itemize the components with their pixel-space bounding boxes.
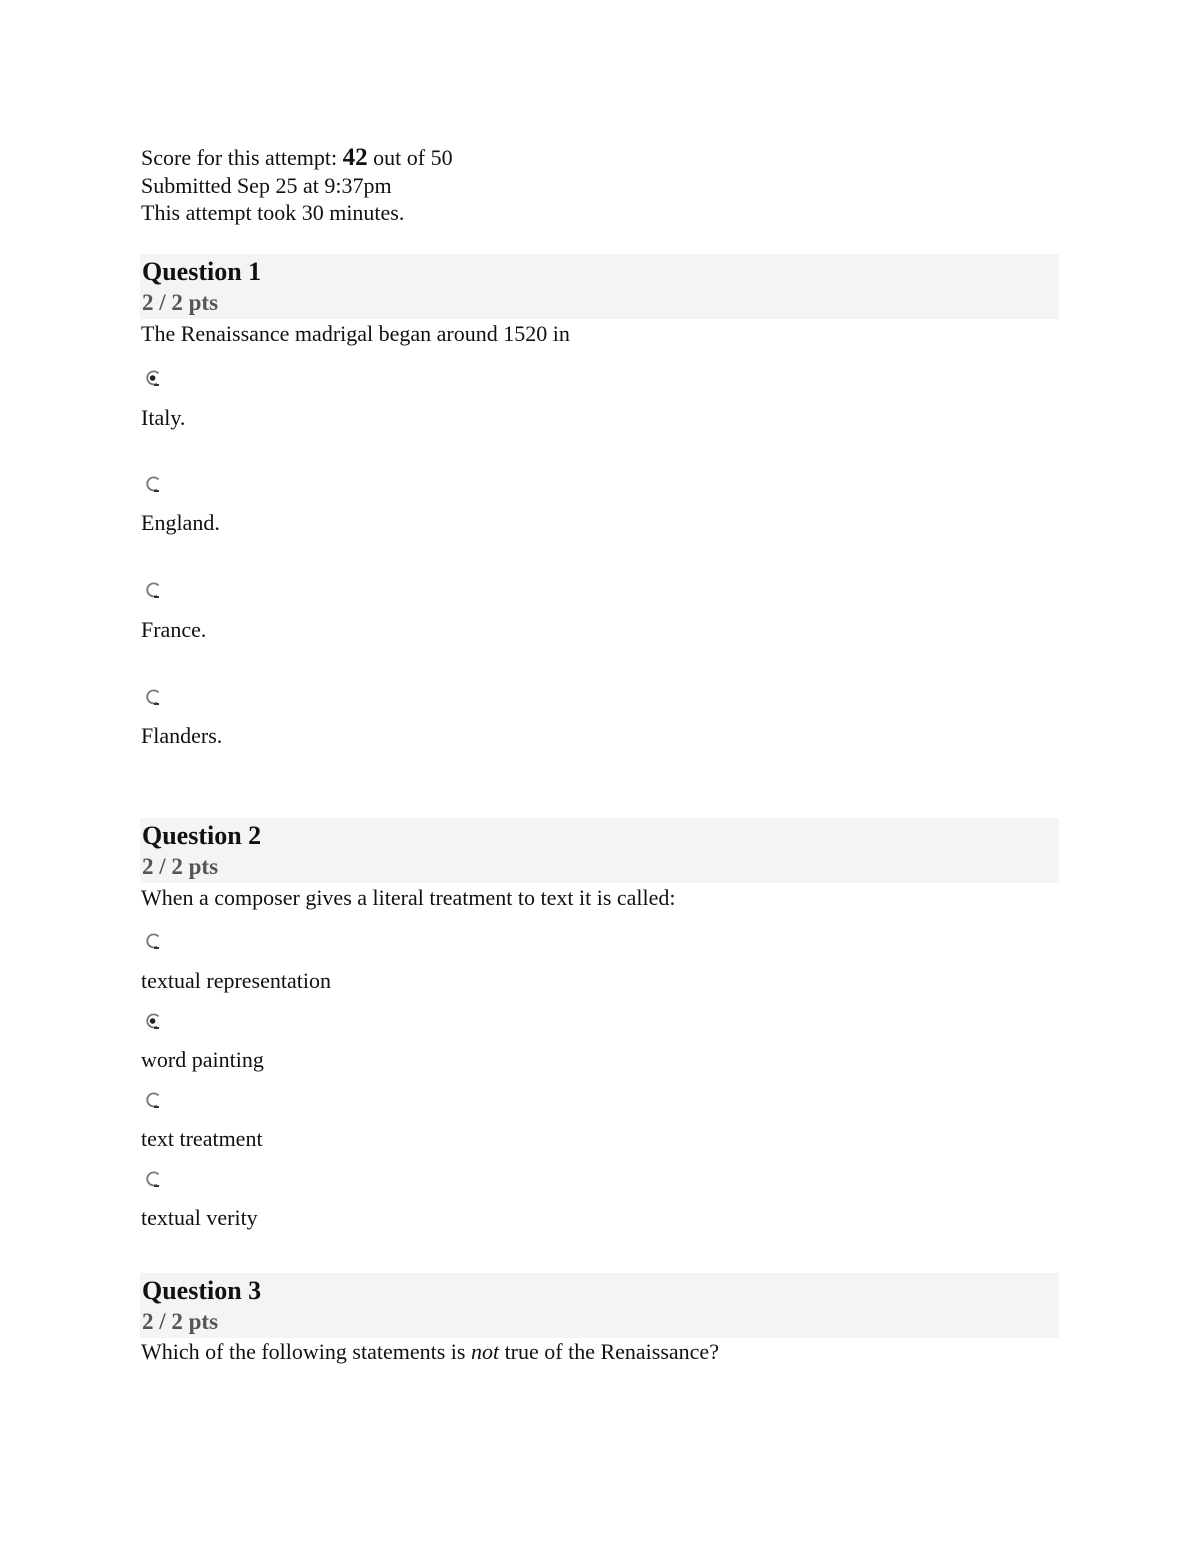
question-3-text: [141, 1339, 719, 1365]
question-1-title: Question 1: [142, 257, 262, 286]
question-1-text: The Renaissance madrigal began around 1520 in: [141, 321, 570, 346]
answer-option[interactable]: textual verity: [141, 1205, 258, 1230]
question-3-header: [140, 1273, 1059, 1338]
radio-selected-icon[interactable]: [144, 1012, 162, 1030]
question-2-points: 2 / 2 pts: [142, 854, 219, 879]
question-3-text-before: Which of the following statements is: [141, 1339, 466, 1364]
radio-unselected-icon[interactable]: [144, 1091, 162, 1109]
score-prefix: Score for this attempt:: [141, 145, 338, 170]
answer-option[interactable]: word painting: [141, 1047, 264, 1072]
answer-option[interactable]: Flanders.: [141, 723, 223, 748]
answer-option[interactable]: France.: [141, 617, 207, 642]
question-2-text: When a composer gives a literal treatment to text it is called:: [141, 885, 676, 910]
radio-unselected-icon[interactable]: [144, 475, 162, 493]
answer-option[interactable]: textual representation: [141, 968, 331, 993]
score-suffix: out of 50: [373, 145, 453, 170]
answer-option[interactable]: England.: [141, 510, 220, 535]
answer-option[interactable]: Italy.: [141, 405, 186, 430]
question-1-points: 2 / 2 pts: [142, 290, 219, 315]
radio-unselected-icon[interactable]: [144, 1170, 162, 1188]
question-3-title: Question 3: [142, 1276, 262, 1305]
attempt-summary: [141, 144, 453, 227]
question-2-title: Question 2: [142, 821, 262, 850]
submitted-time: Submitted Sep 25 at 9:37pm: [141, 172, 392, 198]
score-value: 42: [342, 144, 368, 171]
question-3-text-after: true of the Renaissance?: [504, 1339, 719, 1364]
radio-unselected-icon[interactable]: [144, 932, 162, 950]
question-3-text-emphasis: not: [470, 1339, 500, 1364]
question-2-header: [140, 818, 1059, 883]
answer-option[interactable]: text treatment: [141, 1126, 263, 1151]
question-3-points: 2 / 2 pts: [142, 1309, 219, 1334]
question-1-header: [140, 254, 1059, 319]
score-line: [141, 144, 453, 172]
attempt-duration: This attempt took 30 minutes.: [141, 200, 405, 225]
radio-unselected-icon[interactable]: [144, 688, 162, 706]
radio-selected-icon[interactable]: [144, 369, 162, 387]
radio-unselected-icon[interactable]: [144, 581, 162, 599]
